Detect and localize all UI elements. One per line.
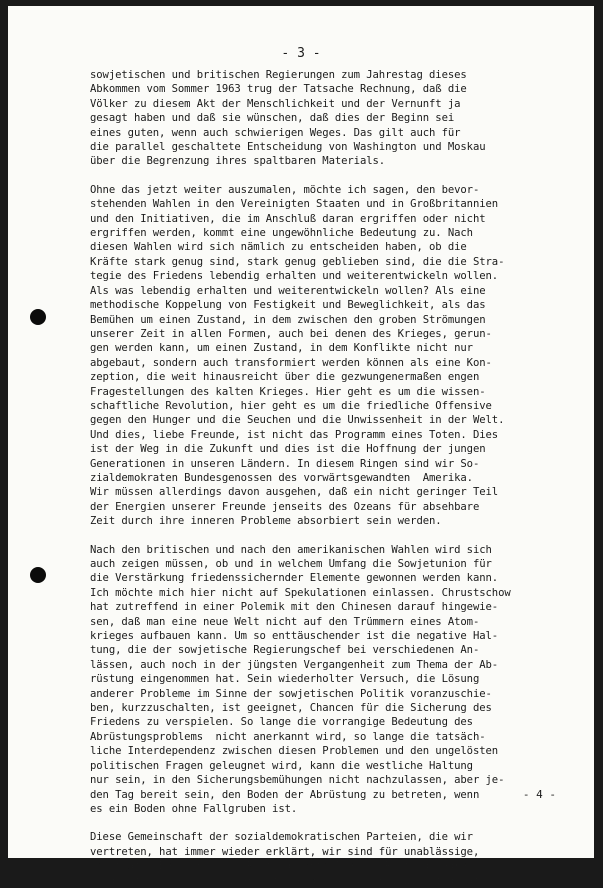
text-line: ist der Weg in die Zukunft und dies ist die Hoffnung der jungen bbox=[90, 443, 486, 456]
text-line: zung auf dem Wege zu einer umfassenden Abrüstung. Wir sind dafür bbox=[90, 874, 492, 887]
text-line: ergriffen werden, kommt eine ungewöhnliche Bedeutung zu. Nach bbox=[90, 227, 473, 240]
text-line: rüstung eingenommen hat. Sein wiederholter Versuch, die Lösung bbox=[90, 673, 480, 686]
text-line: Fragestellungen des kalten Krieges. Hier geht es um die wissen- bbox=[90, 385, 486, 398]
text-line: unserer Zeit in allen Formen, auch bei denen des Krieges, gerun- bbox=[90, 327, 492, 340]
text-line: tegie des Friedens lebendig erhalten und weiterentwickeln wollen. bbox=[90, 270, 499, 283]
text-line: schaftliche Revolution, hier geht es um die friedliche Offensive bbox=[90, 399, 492, 412]
paragraph bbox=[90, 543, 570, 817]
text-line: gen werden kann, um einen Zustand, in dem Konflikte nicht nur bbox=[90, 342, 473, 355]
text-line: hat zutreffend in einer Polemik mit den Chinesen darauf hingewie- bbox=[90, 601, 499, 614]
text-line: Bemühen um einen Zustand, in dem zwischen den groben Strömungen bbox=[90, 313, 486, 326]
text-line: sowjetischen und britischen Regierungen zum Jahrestag dieses bbox=[90, 69, 467, 81]
paragraph-gap bbox=[90, 816, 570, 830]
text-line: methodische Koppelung von Festigkeit und Beweglichkeit, als das bbox=[90, 299, 486, 312]
text-line: eines guten, wenn auch schwierigen Weges. Das gilt auch für bbox=[90, 126, 461, 139]
continuation-mark: - 4 - bbox=[522, 788, 556, 801]
text-line: Wir müssen allerdings davon ausgehen, daß ein nicht geringer Teil bbox=[90, 486, 499, 499]
paragraph bbox=[90, 830, 570, 888]
text-line: und den Initiativen, die im Anschluß daran ergriffen oder nicht bbox=[90, 212, 486, 225]
text-line: Friedens zu verspielen. So lange die vorrangige Bedeutung des bbox=[90, 716, 473, 729]
punch-hole bbox=[30, 309, 46, 325]
text-line: politischen Fragen geleugnet wird, kann die westliche Haltung bbox=[90, 759, 473, 772]
text-line: liche Interdependenz zwischen diesen Problemen und den ungelösten bbox=[90, 745, 499, 758]
text-line: gegen den Hunger und die Seuchen und die Unwissenheit in der Welt. bbox=[90, 414, 505, 427]
text-line: vertreten, hat immer wieder erklärt, wir sind für unablässige, bbox=[90, 845, 480, 858]
text-line: es ein Boden ohne Fallgruben ist. bbox=[90, 802, 298, 815]
text-line: den Tag bereit sein, den Boden der Abrüstung zu betreten, wenn bbox=[90, 788, 480, 801]
text-line: ernsthafte Bemühungen um Rüstungskontrolle und Rüstungsbegren- bbox=[90, 860, 480, 873]
document-page bbox=[8, 6, 594, 887]
text-line: Ich möchte mich hier nicht auf Spekulationen einlassen. Chrustschow bbox=[90, 586, 511, 599]
text-line: zialdemokraten Bundesgenossen des vorwärtsgewandten Amerika. bbox=[90, 471, 473, 484]
text-line: diesen Wahlen wird sich nämlich zu entscheiden haben, ob die bbox=[90, 241, 467, 254]
text-line: zeption, die weit hinausreicht über die gezwungenermaßen engen bbox=[90, 371, 480, 384]
paragraph bbox=[90, 183, 570, 529]
text-line: Völker zu diesem Akt der Menschlichkeit und der Vernunft ja bbox=[90, 97, 461, 110]
text-line: Zeit durch ihre inneren Probleme absorbiert sein werden. bbox=[90, 515, 442, 528]
text-line: Kräfte stark genug sind, stark genug geblieben sind, die die Stra- bbox=[90, 255, 505, 268]
text-line: gesagt haben und daß sie wünschen, daß dies der Beginn sei bbox=[90, 112, 455, 125]
text-line: sen, daß man eine neue Welt nicht auf den Trümmern eines Atom- bbox=[90, 615, 480, 628]
paragraph-gap bbox=[90, 529, 570, 543]
text-line: die parallel geschaltete Entscheidung von Washington und Moskau bbox=[90, 141, 486, 154]
text-line: Abrüstungsproblems nicht anerkannt wird, so lange die tatsäch- bbox=[90, 730, 486, 743]
paragraph bbox=[90, 68, 570, 169]
text-line: Ohne das jetzt weiter auszumalen, möchte ich sagen, den bevor- bbox=[90, 183, 480, 196]
text-line: anderer Probleme im Sinne der sowjetischen Politik voranzuschie- bbox=[90, 687, 492, 700]
text-line: nur sein, in den Sicherungsbemühungen nicht nachzulassen, aber je- bbox=[90, 774, 505, 787]
text-line: Generationen in unseren Ländern. In diesem Ringen sind wir So- bbox=[90, 457, 480, 470]
text-line: lässen, auch noch in der jüngsten Vergangenheit zum Thema der Ab- bbox=[90, 658, 499, 671]
text-line: abgebaut, sondern auch transformiert werden können als eine Kon- bbox=[90, 356, 492, 369]
text-line: ben, kurzzuschalten, ist geeignet, Chancen für die Sicherung des bbox=[90, 702, 492, 715]
text-line: Als was lebendig erhalten und weiterentwickeln wollen? Als eine bbox=[90, 284, 486, 297]
text-line: die Verstärkung friedenssichernder Elemente gewonnen werden kann. bbox=[90, 572, 499, 585]
text-line: Diese Gemeinschaft der sozialdemokratischen Parteien, die wir bbox=[90, 831, 473, 844]
text-line: Und dies, liebe Freunde, ist nicht das Programm eines Toten. Dies bbox=[90, 428, 499, 441]
document-body bbox=[90, 68, 570, 888]
text-line: über die Begrenzung ihres spaltbaren Materials. bbox=[90, 155, 386, 168]
text-line: Nach den britischen und nach den amerikanischen Wahlen wird sich bbox=[90, 543, 492, 556]
text-line: stehenden Wahlen in den Vereinigten Staaten und in Großbritannien bbox=[90, 198, 499, 211]
text-line: der Energien unserer Freunde jenseits des Ozeans für absehbare bbox=[90, 500, 480, 513]
page-number: - 3 - bbox=[281, 46, 321, 61]
text-line: Abkommen vom Sommer 1963 trug der Tatsache Rechnung, daß die bbox=[90, 83, 467, 96]
text-line: tung, die der sowjetische Regierungschef bei verschiedenen An- bbox=[90, 644, 480, 657]
text-line: auch zeigen müssen, ob und in welchem Umfang die Sowjetunion für bbox=[90, 558, 492, 570]
paragraph-gap bbox=[90, 169, 570, 183]
text-line: krieges aufbauen kann. Um so enttäuschender ist die negative Hal- bbox=[90, 630, 499, 643]
punch-hole bbox=[30, 567, 46, 583]
